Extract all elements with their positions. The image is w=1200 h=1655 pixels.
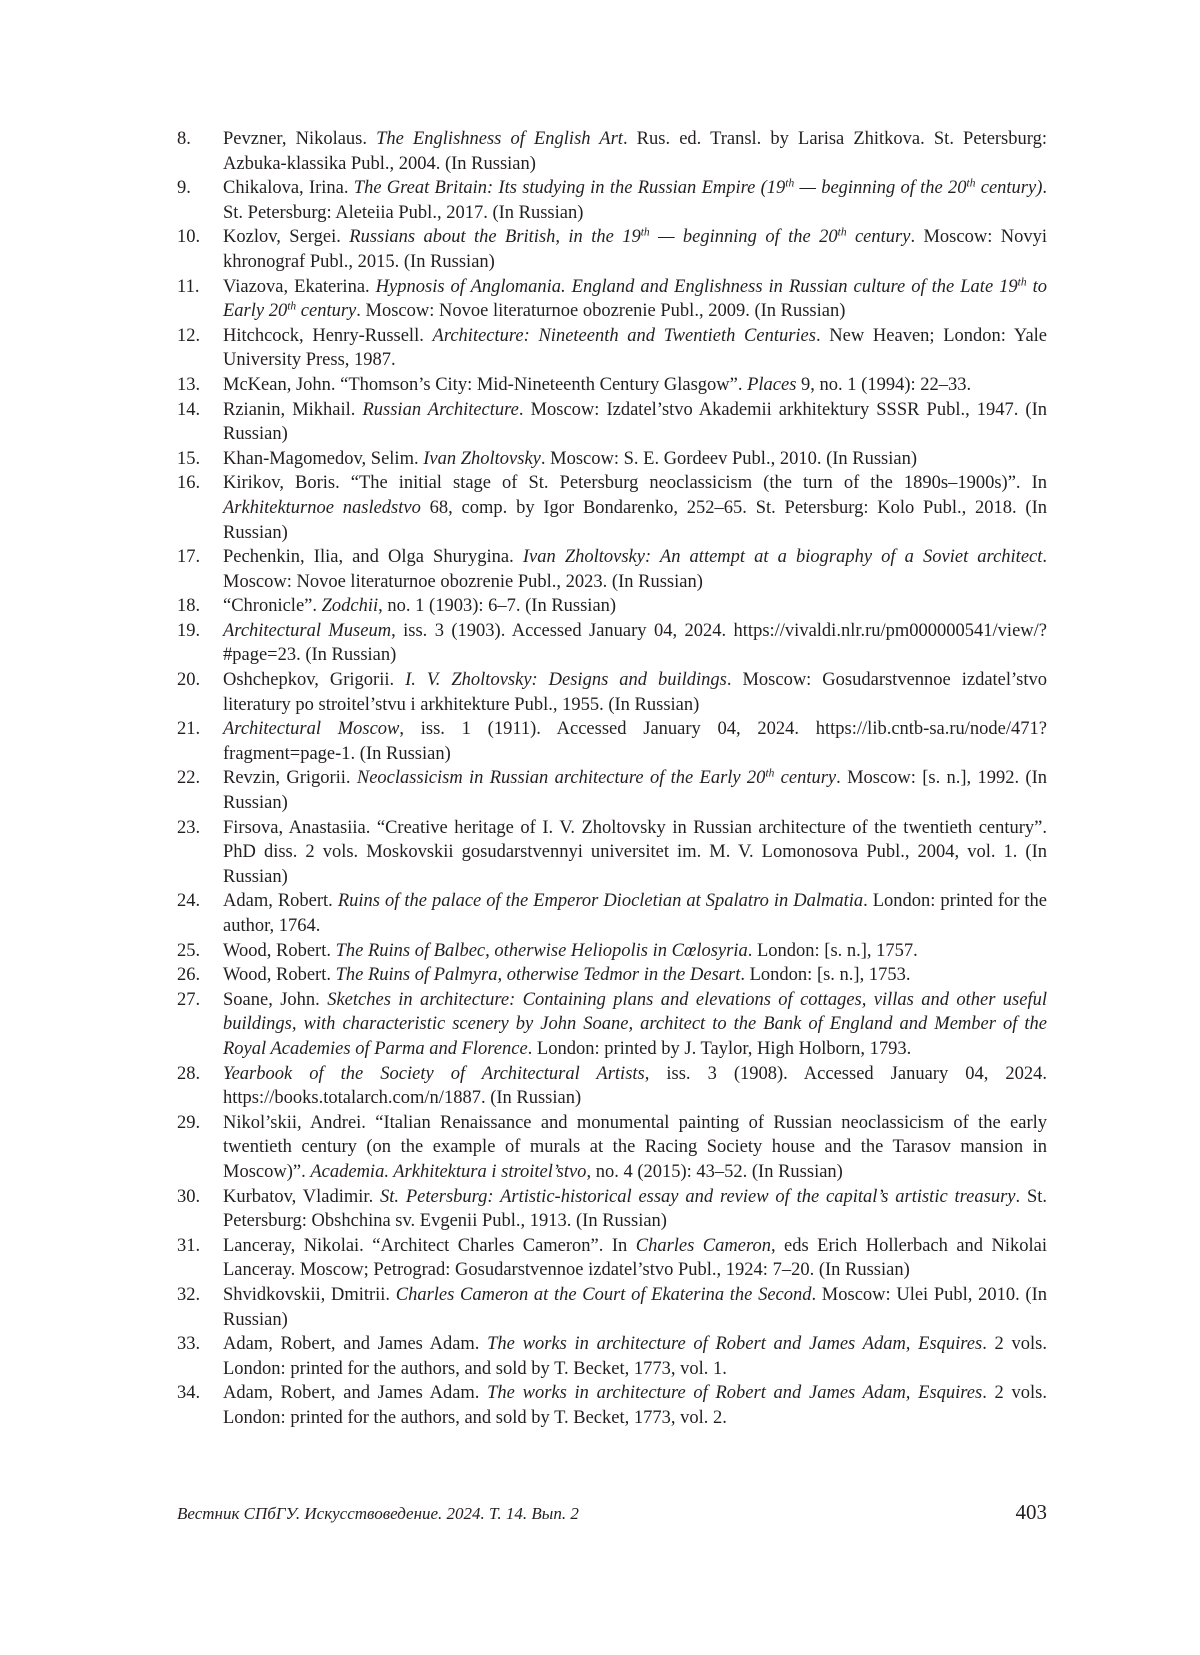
italic-title: Hypnosis of Anglomania. England and Englishness in Russian culture of the Late 19 <box>375 276 1018 297</box>
italic-title: St. Petersburg: Artistic-historical essay and review of the capital’s artistic treasury <box>380 1186 1016 1207</box>
text-run: . Moscow: Novoe literaturnoe obozrenie Publ., 2009. (In Russian) <box>356 301 846 322</box>
reference-item <box>177 988 1047 1062</box>
reference-number: 34. <box>177 1383 201 1404</box>
reference-text <box>223 594 1047 619</box>
reference-text <box>223 1111 1047 1185</box>
italic-title: The Englishness of English Art <box>376 129 623 149</box>
text-run: . Moscow: Novoe literaturnoe obozrenie Publ., 2023. (In Russian) <box>223 547 1048 592</box>
reference-number: 14. <box>177 399 201 420</box>
text-run: . Moscow: [s. n.], 1992. (In Russian) <box>223 768 1047 814</box>
text-run: , eds Erich Hollerbach and Nikolai Lanceray. Moscow; Petrograd: Gosudarstvennoe izdatel’stvo Publ., 1924: 7–20. (In Russian) <box>223 1235 1048 1281</box>
reference-number: 24. <box>177 891 201 912</box>
reference-number: 10. <box>177 227 201 248</box>
text-run: Pechenkin, Ilia, and Olga Shurygina. <box>223 547 523 568</box>
text-run: Kurbatov, Vladimir. <box>223 1186 381 1207</box>
text-run: , no. 1 (1903): 6–7. (In Russian) <box>378 596 617 617</box>
italic-title: — beginning of the 20 <box>649 227 838 248</box>
italic-title: Architectural Moscow <box>223 719 400 740</box>
reference-item <box>177 471 1047 545</box>
text-run: Nikol’skii, Andrei. “Italian Renaissance and monumental painting of Russian neoclassicism of the early twentieth century (on the example of murals at the Racing Society house and the Tarasov mansion in Moscow)”. <box>223 1112 1047 1182</box>
reference-text <box>223 963 1047 988</box>
reference-item <box>177 889 1047 938</box>
page-footer <box>177 1500 1047 1525</box>
italic-title: The Great Britain: Its studying in the Russian Empire (19 <box>353 178 786 199</box>
reference-number: 17. <box>177 547 201 568</box>
reference-number: 20. <box>177 670 201 691</box>
reference-number: 15. <box>177 448 201 469</box>
reference-item <box>177 176 1047 225</box>
reference-item <box>177 668 1047 717</box>
text-run: 9, no. 1 (1994): 22–33. <box>796 374 972 395</box>
text-run: , iss. 3 (1903). Accessed January 04, 2024. https://vivaldi.nlr.ru/pm000000541/view/?#page=23. (In Russian) <box>223 620 1047 666</box>
reference-text <box>223 1062 1047 1111</box>
page-number: 403 <box>1015 1500 1047 1524</box>
superscript: th <box>765 768 775 781</box>
reference-item <box>177 1283 1047 1332</box>
italic-title: to Early 20 <box>223 276 1047 322</box>
text-run: . Moscow: Novyi khronograf Publ., 2015. (In Russian) <box>223 227 1048 272</box>
reference-number: 23. <box>177 817 201 838</box>
text-run: Oshchepkov, Grigorii. <box>223 670 406 691</box>
reference-number: 32. <box>177 1284 201 1305</box>
reference-number: 9. <box>177 178 191 199</box>
text-run: Shvidkovskii, Dmitrii. <box>223 1284 396 1305</box>
reference-text <box>223 939 1047 964</box>
journal-title: Вестник СПбГУ. Искусствоведение. 2024. Т. 14. Вып. 2 <box>177 1504 579 1523</box>
reference-text <box>223 816 1047 890</box>
text-run: Hitchcock, Henry-Russell. <box>223 325 433 346</box>
text-run: . Rus. ed. Transl. by Larisa Zhitkova. St. Petersburg: Azbuka-klassika Publ., 2004. (In Russian) <box>223 129 1047 174</box>
italic-title: Arkhitekturnoe nasledstvo <box>223 497 421 518</box>
italic-title: Academia. Arkhitektura i stroitel’stvo <box>310 1161 587 1182</box>
superscript: th <box>640 227 650 240</box>
reference-text <box>223 373 1047 398</box>
reference-number: 27. <box>177 989 201 1010</box>
text-run: Adam, Robert. <box>223 891 338 912</box>
superscript: th <box>785 177 795 190</box>
reference-text <box>223 447 1047 472</box>
italic-title: century <box>846 227 911 248</box>
italic-title: Architecture: Nineteenth and Twentieth Centuries <box>432 325 816 346</box>
text-run: Lanceray, Nikolai. “Architect Charles Cameron”. In <box>223 1235 636 1256</box>
text-run: . Moscow: Izdatel’stvo Akademii arkhitektury SSSR Publ., 1947. (In Russian) <box>223 399 1048 445</box>
text-run: . London: printed for the author, 1764. <box>223 891 1048 936</box>
italic-title: The works in architecture of Robert and James Adam, Esquires <box>487 1383 983 1404</box>
reference-text <box>223 1283 1047 1332</box>
text-run: Adam, Robert, and James Adam. <box>223 1334 488 1355</box>
reference-text <box>223 471 1047 545</box>
text-run: . Moscow: Gosudarstvennoe izdatel’stvo literatury po stroitel’stvu i arkhitekture Publ., 1955. (In Russian) <box>223 670 1047 715</box>
superscript: th <box>966 177 976 190</box>
reference-number: 18. <box>177 596 201 617</box>
reference-text <box>223 717 1047 766</box>
reference-item <box>177 816 1047 890</box>
italic-title: Architectural Museum <box>223 620 392 641</box>
italic-title: I. V. Zholtovsky: Designs and buildings <box>405 670 727 691</box>
text-run: Soane, John. <box>223 989 328 1010</box>
text-run: Wood, Robert. <box>223 965 336 986</box>
reference-item <box>177 324 1047 373</box>
reference-text <box>223 889 1047 938</box>
reference-text <box>223 988 1047 1062</box>
italic-title: Russian Architecture <box>362 399 519 420</box>
text-run: . St. Petersburg: Obshchina sv. Evgenii Publ., 1913. (In Russian) <box>223 1186 1047 1232</box>
reference-number: 16. <box>177 473 201 494</box>
italic-title: Charles Cameron <box>635 1235 771 1256</box>
text-run: . 2 vols. London: printed for the authors, and sold by T. Becket, 1773, vol. 1. <box>223 1334 1047 1379</box>
reference-number: 13. <box>177 374 201 395</box>
reference-number: 21. <box>177 719 201 740</box>
text-run: Kozlov, Sergei. <box>223 227 350 248</box>
reference-item <box>177 447 1047 472</box>
reference-item <box>177 963 1047 988</box>
text-run: , iss. 3 (1908). Accessed January 04, 2024. https://books.totalarch.com/n/1887. (In Russian) <box>223 1063 1047 1109</box>
reference-text <box>223 545 1047 594</box>
reference-item <box>177 1185 1047 1234</box>
italic-title: The works in architecture of Robert and James Adam, Esquires <box>487 1334 983 1355</box>
text-run: McKean, John. “Thomson’s City: Mid-Nineteenth Century Glasgow”. <box>223 374 748 395</box>
text-run: Rzianin, Mikhail. <box>223 399 363 420</box>
text-run: . London: [s. n.], 1753. <box>740 965 911 986</box>
superscript: th <box>837 227 847 240</box>
reference-item <box>177 1381 1047 1430</box>
text-run: . Moscow: S. E. Gordeev Publ., 2010. (In Russian) <box>540 448 918 469</box>
reference-number: 11. <box>177 276 200 297</box>
italic-title: The Ruins of Palmyra, otherwise Tedmor in the Desart <box>335 965 741 986</box>
reference-item <box>177 939 1047 964</box>
text-run: Khan-Magomedov, Selim. <box>223 448 424 469</box>
italic-title: Zodchii <box>321 596 379 617</box>
reference-text <box>223 1381 1047 1430</box>
reference-text <box>223 1332 1047 1381</box>
text-run: . 2 vols. London: printed for the authors, and sold by T. Becket, 1773, vol. 2. <box>223 1383 1047 1428</box>
reference-item <box>177 1332 1047 1381</box>
italic-title: century) <box>975 178 1043 199</box>
reference-item <box>177 766 1047 815</box>
text-run: Kirikov, Boris. “The initial stage of St. Petersburg neoclassicism (the turn of the 1890s–1900s)”. In <box>223 473 1047 494</box>
text-run: Revzin, Grigorii. <box>223 768 357 789</box>
reference-item <box>177 1062 1047 1111</box>
italic-title: Charles Cameron at the Court of Ekaterina the Second <box>395 1284 812 1305</box>
reference-item <box>177 1234 1047 1283</box>
italic-title: century <box>296 301 357 322</box>
reference-text <box>223 176 1047 225</box>
reference-item <box>177 373 1047 398</box>
reference-item <box>177 398 1047 447</box>
text-run: Adam, Robert, and James Adam. <box>223 1383 488 1404</box>
italic-title: Places <box>747 374 797 395</box>
reference-number: 26. <box>177 965 201 986</box>
reference-item <box>177 275 1047 324</box>
reference-text <box>223 225 1047 274</box>
reference-text <box>223 766 1047 815</box>
italic-title: Russians about the British, in the 19 <box>349 227 641 248</box>
italic-title: Ivan Zholtovsky <box>423 448 541 469</box>
text-run: . Moscow: Ulei Publ, 2010. (In Russian) <box>223 1284 1047 1330</box>
italic-title: Yearbook of the Society of Architectural Artists <box>223 1063 645 1084</box>
reference-item <box>177 545 1047 594</box>
reference-number: 28. <box>177 1063 201 1084</box>
superscript: th <box>1017 276 1027 289</box>
text-run: . New Heaven; London: Yale University Press, 1987. <box>223 325 1048 371</box>
italic-title: century <box>774 768 837 789</box>
reference-text <box>223 127 1047 176</box>
reference-number: 31. <box>177 1235 201 1256</box>
text-run: . London: [s. n.], 1757. <box>747 940 918 961</box>
text-run: 68, comp. by Igor Bondarenko, 252–65. St. Petersburg: Kolo Publ., 2018. (In Russian) <box>223 497 1047 543</box>
reference-number: 30. <box>177 1186 201 1207</box>
text-run: “Chronicle”. <box>223 596 322 617</box>
reference-number: 12. <box>177 325 201 346</box>
reference-text <box>223 1185 1047 1234</box>
reference-item <box>177 1111 1047 1185</box>
italic-title: Ivan Zholtovsky: An attempt at a biography of a Soviet architect <box>522 547 1043 568</box>
reference-number: 8. <box>177 129 191 149</box>
reference-item <box>177 717 1047 766</box>
text-run: Pevzner, Nikolaus. <box>223 129 377 149</box>
text-run: , iss. 1 (1911). Accessed January 04, 2024. https://lib.cntb-sa.ru/node/471?fragment=page-1. (In Russian) <box>223 719 1047 764</box>
reference-text <box>223 398 1047 447</box>
text-run: Firsova, Anastasiia. “Creative heritage of I. V. Zholtovsky in Russian architecture of the twentieth century”. PhD diss. 2 vols. Moskovskii gosudarstvennyi universitet im. M. V. Lomonosova Publ., 2004, vol. 1. (In Russian) <box>223 817 1047 887</box>
text-run: Chikalova, Irina. <box>223 178 354 199</box>
reference-number: 29. <box>177 1112 201 1133</box>
italic-title: Ruins of the palace of the Emperor Diocletian at Spalatro in Dalmatia <box>337 891 864 912</box>
italic-title: Neoclassicism in Russian architecture of the Early 20 <box>356 768 766 789</box>
reference-text <box>223 668 1047 717</box>
reference-item <box>177 127 1047 176</box>
text-run: Wood, Robert. <box>223 940 336 961</box>
reference-number: 33. <box>177 1334 201 1355</box>
reference-text <box>223 324 1047 373</box>
text-run: . London: printed by J. Taylor, High Holborn, 1793. <box>527 1038 912 1059</box>
reference-text <box>223 275 1047 324</box>
reference-number: 22. <box>177 768 201 789</box>
reference-item <box>177 594 1047 619</box>
text-run: . St. Petersburg: Aleteiia Publ., 2017. (In Russian) <box>223 178 1048 223</box>
italic-title: — beginning of the 20 <box>794 178 967 199</box>
reference-number: 25. <box>177 940 201 961</box>
reference-list <box>177 127 1047 1430</box>
text-run: , no. 4 (2015): 43–52. (In Russian) <box>586 1161 843 1182</box>
superscript: th <box>287 300 297 313</box>
reference-number: 19. <box>177 620 201 641</box>
reference-text <box>223 1234 1047 1283</box>
reference-text <box>223 619 1047 668</box>
reference-item <box>177 225 1047 274</box>
italic-title: Sketches in architecture: Containing plans and elevations of cottages, villas and other useful buildings, with characteristic scenery by John Soane, architect to the Bank of England and Member of the Royal Academies of Parma and Florence <box>223 989 1047 1059</box>
text-run: Viazova, Ekaterina. <box>223 276 376 297</box>
reference-item <box>177 619 1047 668</box>
italic-title: The Ruins of Balbec, otherwise Heliopolis in Cœlosyria <box>335 940 748 961</box>
